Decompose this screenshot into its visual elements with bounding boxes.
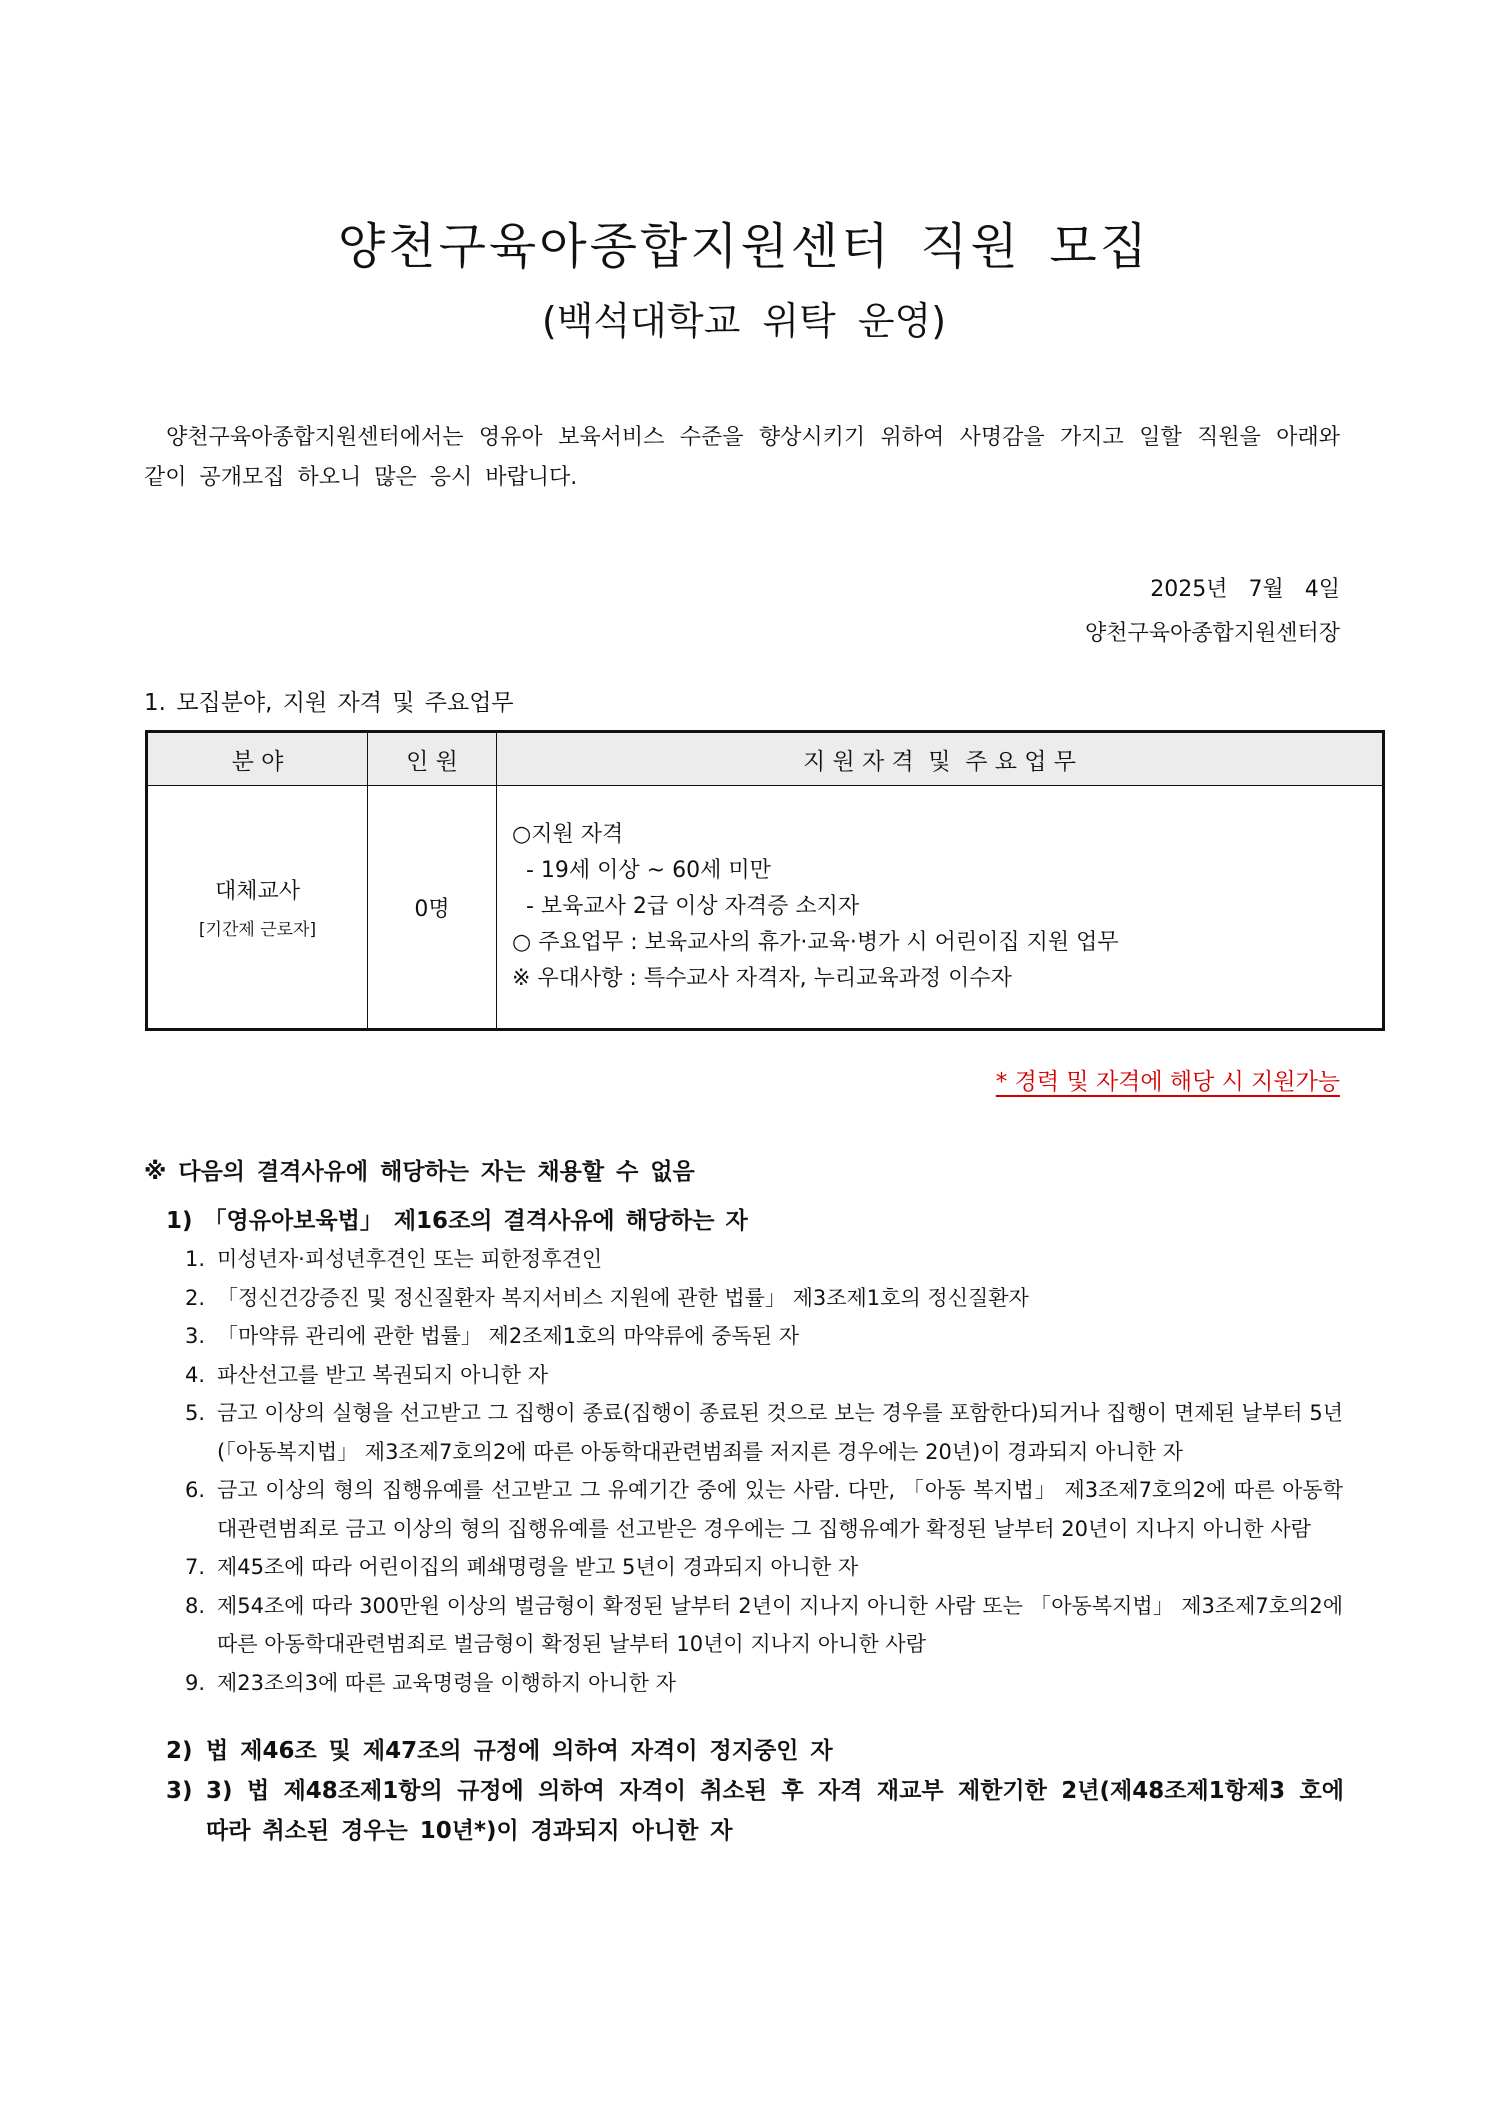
item-text: 법 제46조 및 제47조의 규정에 의하여 자격이 정지중인 자 xyxy=(206,1738,833,1764)
item-text: 「마약류 관리에 관한 법률」 제2조제1호의 마약류에 중독된 자 xyxy=(217,1324,800,1348)
disqualification-item-2 xyxy=(166,1731,1344,1771)
announcement-date: 2025년 7월 4일 xyxy=(1150,577,1340,602)
field-name: 대체교사 xyxy=(214,879,300,904)
section-1-title: 1. 모집분야, 지원 자격 및 주요업무 xyxy=(144,690,514,716)
recruitment-table xyxy=(145,730,1385,1031)
item-text: 파산선고를 받고 복권되지 아니한 자 xyxy=(217,1362,548,1387)
header-field: 분 야 xyxy=(147,732,368,786)
list-item xyxy=(185,1317,1343,1356)
intro-paragraph: 양천구육아종합지원센터에서는 영유아 보육서비스 수준을 향상시키기 위하여 사명감을 가지고 일할 직원을 아래와 같이 공개모집 하오니 많은 응시 바랍니다. xyxy=(144,425,1340,490)
page-title: 양천구육아종합지원센터 직원 모집 xyxy=(337,218,1151,275)
law-heading: 1) 「영유아보육법」 제16조의 결격사유에 해당하는 자 xyxy=(166,1208,748,1234)
item-text: 제23조의3에 따른 교육명령을 이행하지 아니한 자 xyxy=(217,1670,676,1695)
item-text: 제45조에 따라 어린이집의 폐쇄명령을 받고 5년이 경과되지 아니한 자 xyxy=(217,1555,859,1579)
table-header-row xyxy=(147,732,1384,786)
disqualification-item-3 xyxy=(166,1771,1344,1851)
item-number: 8. xyxy=(185,1593,206,1618)
item-text: 「정신건강증진 및 정신질환자 복지서비스 지원에 관한 법률」 제3조제1호의 정신질환자 xyxy=(217,1285,1029,1310)
list-item xyxy=(185,1587,1343,1664)
disqualification-heading: ※ 다음의 결격사유에 해당하는 자는 채용할 수 없음 xyxy=(144,1159,695,1185)
list-item xyxy=(185,1548,1343,1587)
list-item xyxy=(185,1471,1343,1548)
item-number: 3. xyxy=(185,1324,206,1348)
item-text: 3) 법 제48조제1항의 규정에 의하여 자격이 취소된 후 자격 재교부 제한기한 2년(제48조제1항제3 호에 따라 취소된 경우는 10년*)이 경과되지 아니한 자 xyxy=(206,1778,1344,1844)
field-cell xyxy=(147,786,368,1030)
qualification-line: - 보육교사 2급 이상 자격증 소지자 xyxy=(512,894,860,919)
list-item xyxy=(185,1240,1343,1279)
list-item xyxy=(185,1279,1343,1318)
item-number: 3) xyxy=(166,1778,193,1804)
list-item xyxy=(185,1664,1343,1703)
item-number: 6. xyxy=(185,1478,206,1502)
item-number: 7. xyxy=(185,1555,206,1579)
qualifications-cell xyxy=(497,786,1384,1030)
field-note: [기간제 근로자] xyxy=(198,920,317,940)
qualification-line: ○지원 자격 xyxy=(512,822,624,847)
page-subtitle: (백석대학교 위탁 운영) xyxy=(541,299,947,343)
list-item xyxy=(185,1356,1343,1395)
item-number: 4. xyxy=(185,1362,206,1387)
list-item xyxy=(185,1394,1343,1471)
item-text: 금고 이상의 실형을 선고받고 그 집행이 종료(집행이 종료된 것으로 보는 경우를 포함한다)되거나 집행이 면제된 날부터 5년(「아동복지법」 제3조제7호의2에 따른 아동학대관련범죄를 저지른 경우에는 20년)이 경과되지 아니한 자 xyxy=(217,1401,1343,1464)
item-number: 5. xyxy=(185,1401,206,1425)
qualification-line: - 19세 이상 ~ 60세 미만 xyxy=(512,858,771,883)
qualification-line: ○ 주요업무 : 보육교사의 휴가·교육·병가 시 어린이집 지원 업무 xyxy=(512,930,1119,955)
item-number: 2) xyxy=(166,1738,193,1764)
table-row xyxy=(147,786,1384,1030)
item-text: 제54조에 따라 300만원 이상의 벌금형이 확정된 날부터 2년이 지나지 아니한 사람 또는 「아동복지법」 제3조제7호의2에 따른 아동학대관련범죄로 벌금형이 확정된 날부터 10년이 지나지 아니한 사람 xyxy=(217,1593,1343,1656)
item-number: 2. xyxy=(185,1285,206,1310)
qualification-line: ※ 우대사항 : 특수교사 자격자, 누리교육과정 이수자 xyxy=(512,966,1012,991)
count-cell: 0명 xyxy=(368,786,497,1030)
header-count: 인 원 xyxy=(368,732,497,786)
item-number: 9. xyxy=(185,1670,206,1695)
issuer: 양천구육아종합지원센터장 xyxy=(1084,621,1340,646)
eligibility-note: * 경력 및 자격에 해당 시 지원가능 xyxy=(995,1069,1340,1095)
header-qualifications: 지 원 자 격 및 주 요 업 무 xyxy=(497,732,1384,786)
item-text: 미성년자·피성년후견인 또는 피한정후견인 xyxy=(217,1247,603,1271)
disqualification-list xyxy=(185,1240,1343,1702)
item-number: 1. xyxy=(185,1247,206,1271)
item-text: 금고 이상의 형의 집행유예를 선고받고 그 유예기간 중에 있는 사람. 다만, 「아동 복지법」 제3조제7호의2에 따른 아동학대관련범죄로 금고 이상의 형의 집행유예를 선고받은 경우에는 그 집행유예가 확정된 날부터 20년이 지나지 아니한 사람 xyxy=(217,1478,1343,1541)
